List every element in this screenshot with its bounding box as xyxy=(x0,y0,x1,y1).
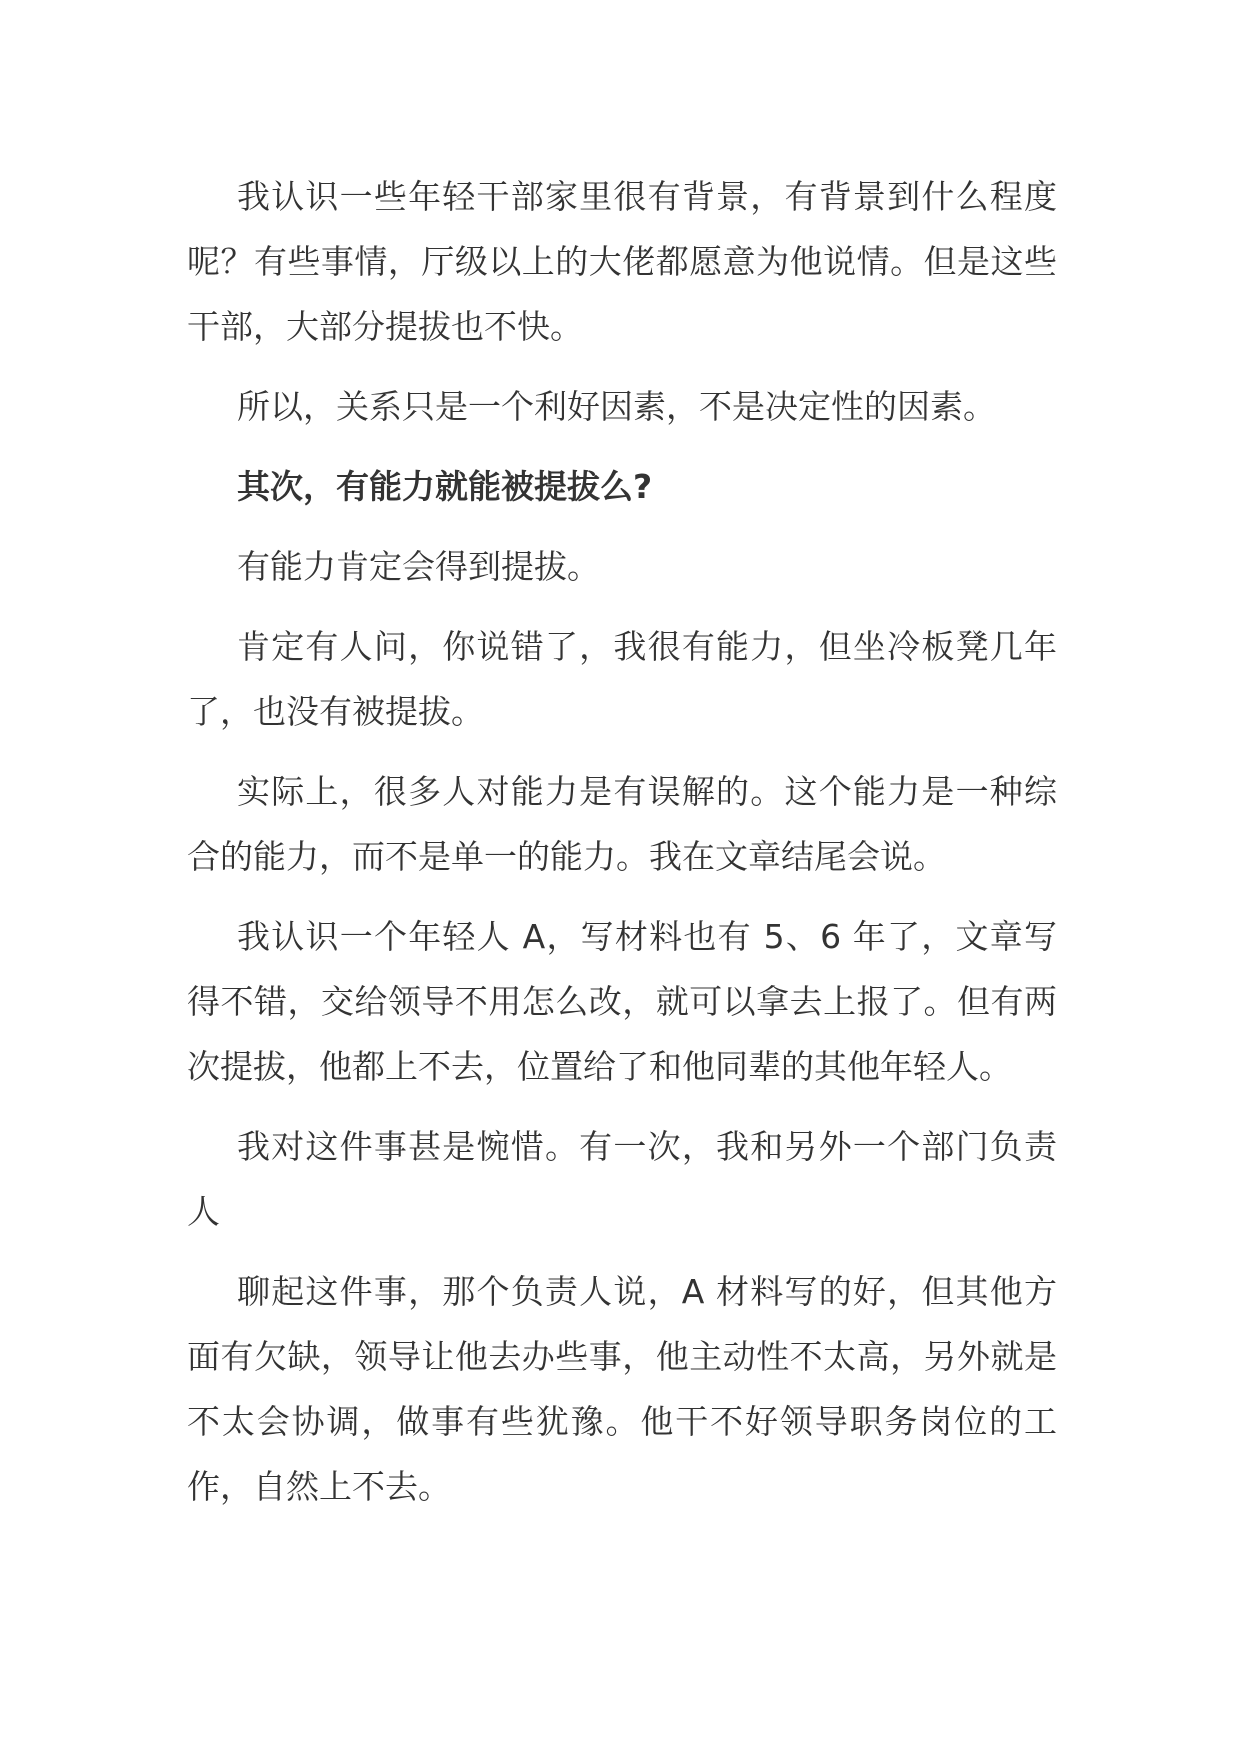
paragraph-6: 我认识一个年轻人 A，写材料也有 5、6 年了，文章写得不错，交给领导不用怎么改，就可以拿去上报了。但有两次提拔，他都上不去，位置给了和他同辈的其他年轻人。 xyxy=(187,917,1057,1086)
paragraph-2: 所以，关系只是一个利好因素，不是决定性的因素。 xyxy=(237,387,996,426)
paragraph-7: 我对这件事甚是惋惜。有一次，我和另外一个部门负责人 xyxy=(187,1127,1057,1231)
article-body xyxy=(187,164,1057,1534)
section-heading: 其次，有能力就能被提拔么? xyxy=(237,467,653,506)
paragraph-5: 实际上，很多人对能力是有误解的。这个能力是一种综合的能力，而不是单一的能力。我在文章结尾会说。 xyxy=(187,772,1057,876)
paragraph-3: 有能力肯定会得到提拔。 xyxy=(237,547,600,586)
paragraph-4: 肯定有人问，你说错了，我很有能力，但坐冷板凳几年了，也没有被提拔。 xyxy=(187,627,1057,731)
paragraph-8: 聊起这件事，那个负责人说，A 材料写的好，但其他方面有欠缺，领导让他去办些事，他主动性不太高，另外就是不太会协调，做事有些犹豫。他干不好领导职务岗位的工作，自然上不去。 xyxy=(187,1272,1057,1506)
paragraph-1: 我认识一些年轻干部家里很有背景，有背景到什么程度呢？有些事情，厅级以上的大佬都愿意为他说情。但是这些干部，大部分提拔也不快。 xyxy=(187,177,1057,346)
